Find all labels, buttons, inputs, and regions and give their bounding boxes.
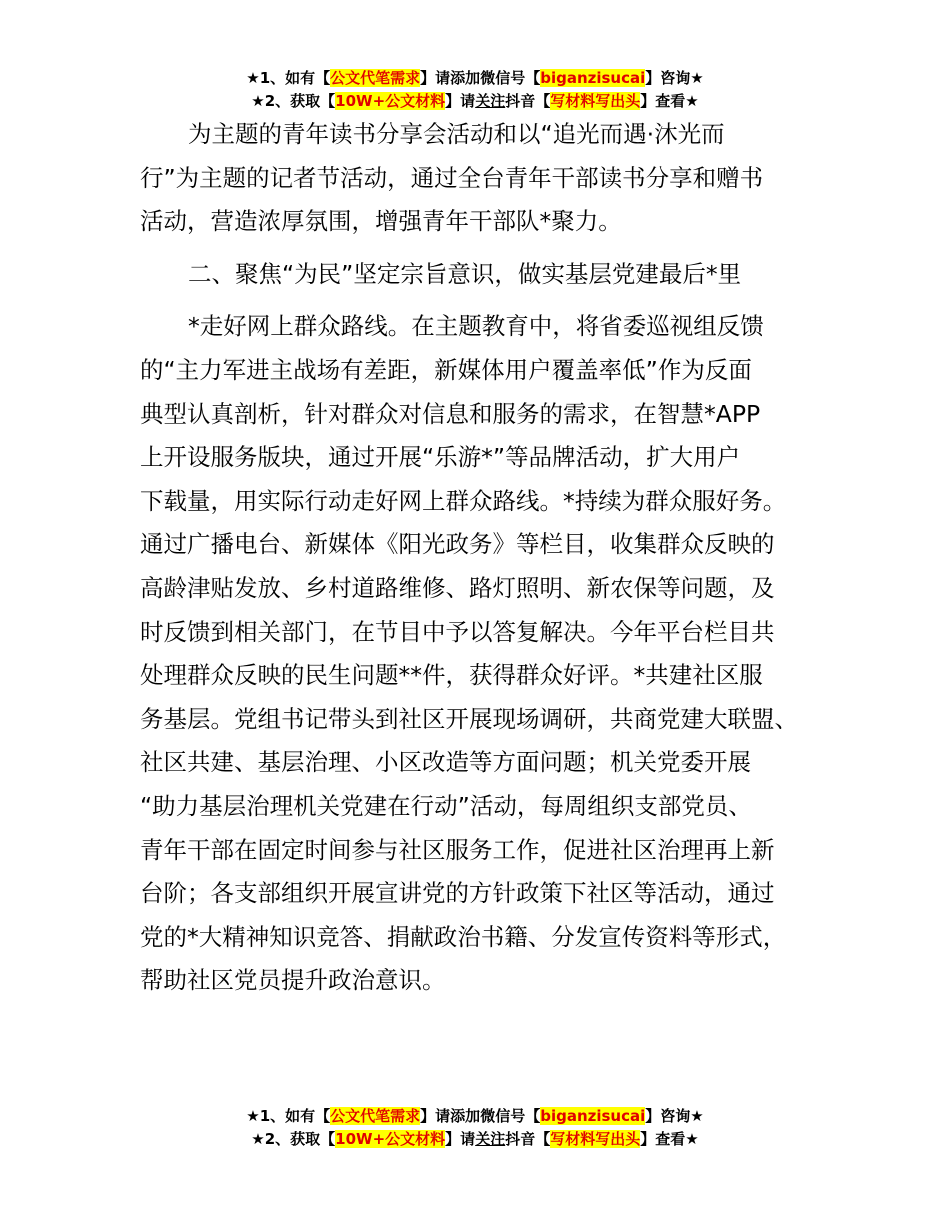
body-line: 高龄津贴发放、乡村道路维修、路灯照明、新农保等问题，及	[140, 573, 775, 602]
banner-follow-text: 关注	[475, 1130, 506, 1148]
header-banner	[0, 67, 950, 113]
body-line: 务基层。党组书记带头到社区开展现场调研，共商党建大联盟、	[140, 704, 798, 733]
star-icon: ★	[251, 1130, 265, 1148]
body-line: 处理群众反映的民生问题**件，获得群众好评。*共建社区服	[140, 661, 763, 690]
star-icon: ★	[246, 69, 260, 87]
banner-line-1	[0, 67, 950, 90]
banner-text: 】请添加	[420, 1107, 481, 1125]
banner-text: 抖音【	[505, 92, 551, 110]
banner-text: 】查看	[640, 92, 686, 110]
banner-text: 】咨询	[645, 69, 691, 87]
body-line: 台阶；各支部组织开展宣讲党的方针政策下社区等活动，通过	[140, 879, 775, 908]
body-line: 的“主力军进主战场有差距，新媒体用户覆盖率低”作为反面	[140, 355, 752, 384]
banner-text: 微信号【	[480, 1107, 541, 1125]
star-icon: ★	[685, 1130, 699, 1148]
banner-text: 抖音【	[505, 1130, 551, 1148]
banner-follow-text: 关注	[475, 92, 506, 110]
banner-line-1	[0, 1105, 950, 1128]
body-line: *走好网上群众路线。在主题教育中，将省委巡视组反馈	[188, 312, 764, 341]
highlight-wechat-id: biganzisucai	[540, 1107, 646, 1125]
body-line: 下载量，用实际行动走好网上群众路线。*持续为群众服好务。	[140, 486, 787, 515]
star-icon: ★	[690, 1107, 704, 1125]
body-line: 上开设服务版块，通过开展“乐游*”等品牌活动，扩大用户	[140, 443, 741, 472]
body-line: 帮助社区党员提升政治意识。	[140, 966, 446, 995]
body-line: 时反馈到相关部门，在节目中予以答复解决。今年平台栏目共	[140, 617, 775, 646]
body-line: 典型认真剖析，针对群众对信息和服务的需求，在智慧*APP	[140, 399, 761, 428]
banner-text: 】咨询	[645, 1107, 691, 1125]
banner-text: 】请添加	[420, 69, 481, 87]
section-heading: 二、聚焦“为民”坚定宗旨意识，做实基层党建最后*里	[188, 259, 742, 288]
highlight-wechat-id: biganzisucai	[540, 69, 646, 87]
banner-line-2	[0, 90, 950, 113]
body-line: 活动，营造浓厚氛围，增强青年干部队*聚力。	[140, 207, 622, 236]
highlight-ghostwriting: 公文代笔需求	[330, 1107, 421, 1125]
document-body	[140, 113, 840, 1003]
body-line: 青年干部在固定时间参与社区服务工作，促进社区治理再上新	[140, 835, 775, 864]
banner-text: 1、如有【	[259, 1107, 331, 1125]
highlight-douyin: 写材料写出头	[550, 92, 641, 110]
banner-text: 微信号【	[480, 69, 541, 87]
star-icon: ★	[685, 92, 699, 110]
banner-text: 】请	[445, 1130, 476, 1148]
body-line: 行”为主题的记者节活动，通过全台青年干部读书分享和赠书	[140, 163, 764, 192]
banner-text: 2、获取【	[264, 92, 336, 110]
star-icon: ★	[246, 1107, 260, 1125]
body-line: 党的*大精神知识竞答、捐献政治书籍、分发宣传资料等形式，	[140, 922, 787, 951]
highlight-douyin: 写材料写出头	[550, 1130, 641, 1148]
star-icon: ★	[251, 92, 265, 110]
body-line: “助力基层治理机关党建在行动”活动，每周组织支部党员、	[140, 791, 752, 820]
highlight-materials: 10W+公文材料	[335, 1130, 446, 1148]
body-line: 为主题的青年读书分享会活动和以“追光而遇·沐光而	[188, 120, 725, 148]
footer-banner	[0, 1105, 950, 1151]
banner-text: 2、获取【	[264, 1130, 336, 1148]
banner-line-2	[0, 1128, 950, 1151]
highlight-materials: 10W+公文材料	[335, 92, 446, 110]
star-icon: ★	[690, 69, 704, 87]
body-line: 通过广播电台、新媒体《阳光政务》等栏目，收集群众反映的	[140, 530, 775, 559]
banner-text: 】请	[445, 92, 476, 110]
banner-text: 1、如有【	[259, 69, 331, 87]
banner-text: 】查看	[640, 1130, 686, 1148]
highlight-ghostwriting: 公文代笔需求	[330, 69, 421, 87]
body-line: 社区共建、基层治理、小区改造等方面问题；机关党委开展	[140, 748, 751, 777]
